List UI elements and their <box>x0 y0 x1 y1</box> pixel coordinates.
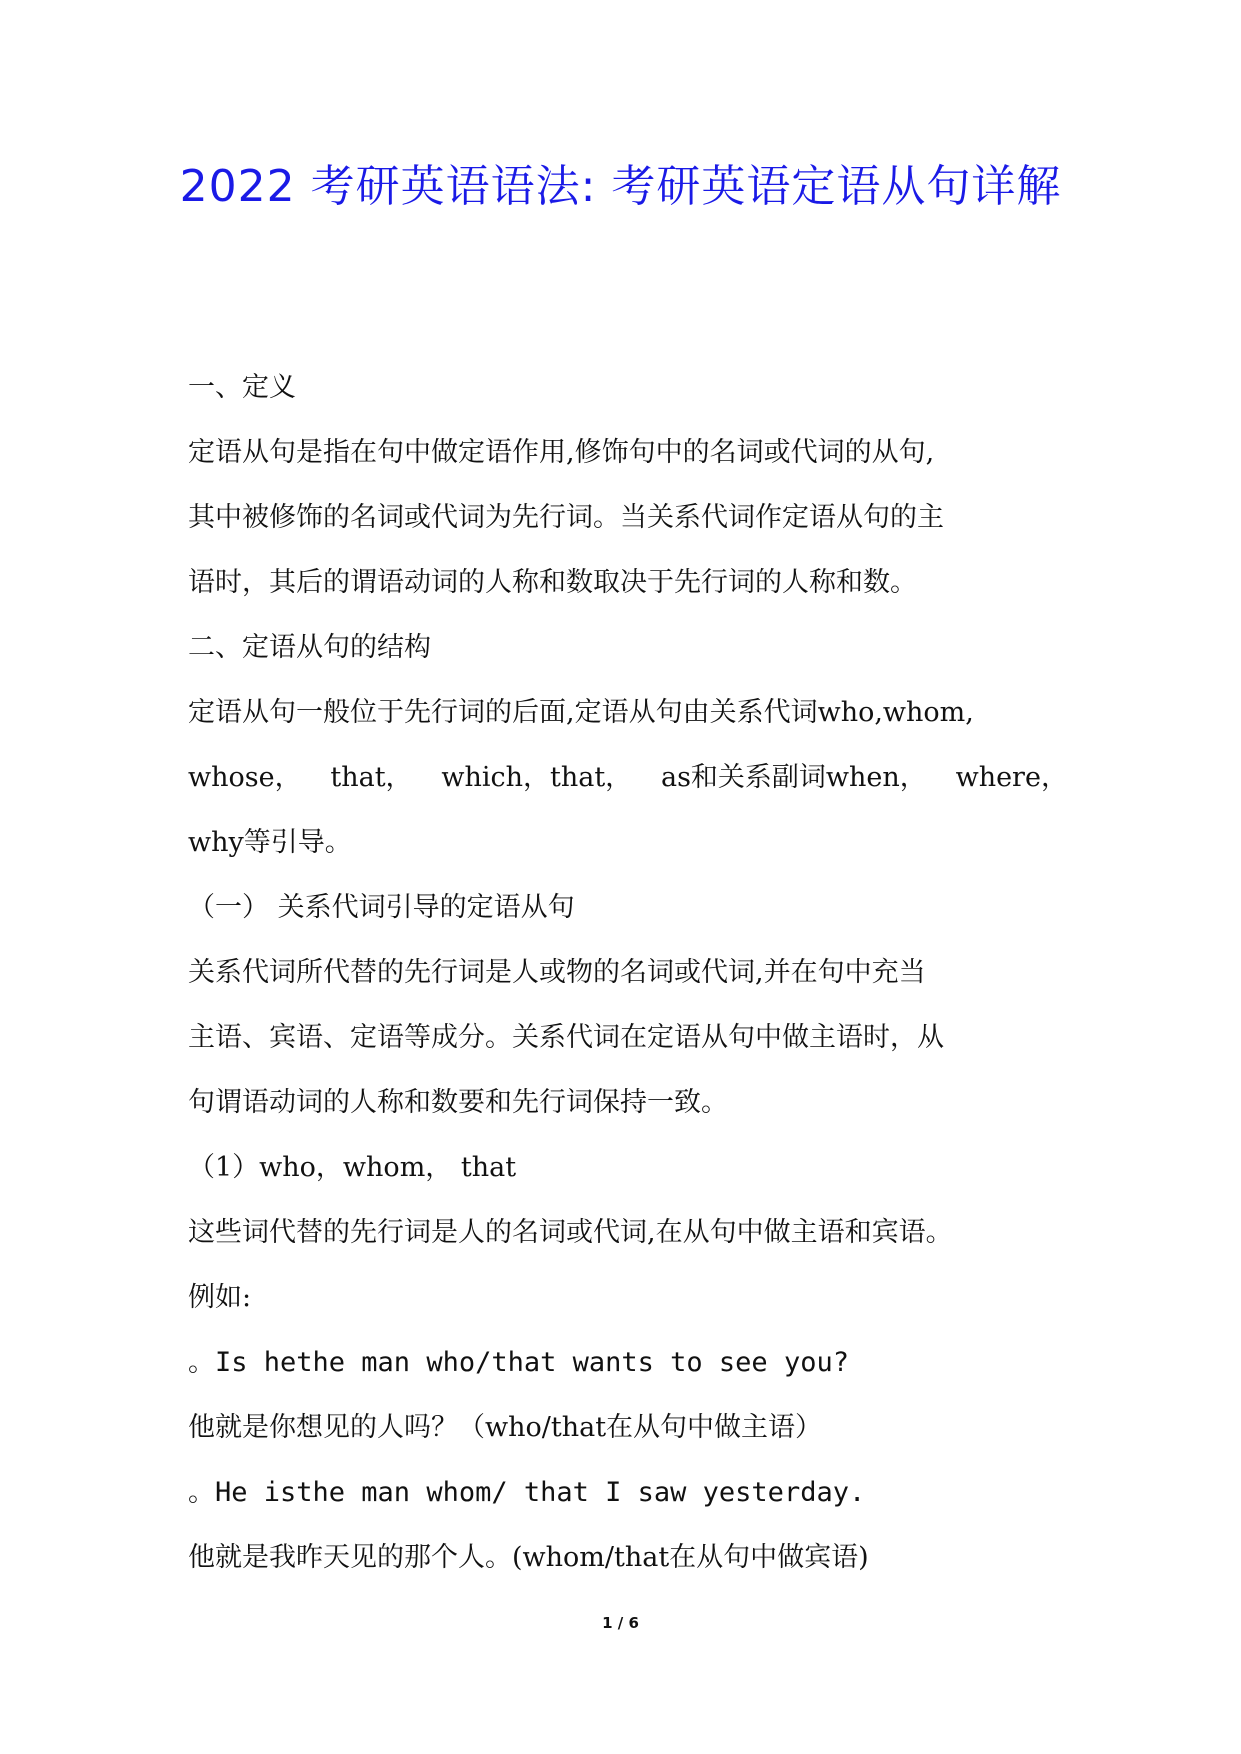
section-heading-definition: 一、定义 <box>188 372 296 403</box>
paragraph-line: 关系代词所代替的先行词是人或物的名词或代词,并在句中充当 <box>188 957 926 988</box>
word: whose， <box>188 762 302 793</box>
example-english: 。He isthe man whom/ that I saw yesterday. <box>188 1477 866 1508</box>
word: where， <box>955 762 1068 793</box>
paragraph-line: 这些词代替的先行词是人的名词或代词,在从句中做主语和宾语。 <box>188 1217 953 1248</box>
section-heading-structure: 二、定语从句的结构 <box>188 632 431 663</box>
example-translation: 他就是你想见的人吗？（who/that在从句中做主语） <box>188 1412 823 1443</box>
page-number: 1 / 6 <box>602 1614 639 1632</box>
paragraph-line: 定语从句一般位于先行词的后面,定语从句由关系代词who,whom, <box>188 697 974 728</box>
paragraph-line: 定语从句是指在句中做定语作用,修饰句中的名词或代词的从句, <box>188 437 935 468</box>
paragraph-line: 例如: <box>188 1282 252 1313</box>
item-heading: （1）who，whom， that <box>188 1152 517 1183</box>
paragraph-line: 主语、宾语、定语等成分。关系代词在定语从句中做主语时，从 <box>188 1022 944 1053</box>
word: as和关系副词when， <box>660 762 927 793</box>
paragraph-line: 语时，其后的谓语动词的人称和数取决于先行词的人称和数。 <box>188 567 917 598</box>
example-english: 。Is hethe man who/that wants to see you? <box>188 1347 849 1378</box>
document-title: 2022 考研英语语法: 考研英语定语从句详解 <box>179 161 1062 212</box>
paragraph-line: 其中被修饰的名词或代词为先行词。当关系代词作定语从句的主 <box>188 502 944 533</box>
example-translation: 他就是我昨天见的那个人。(whom/that在从句中做宾语) <box>188 1542 869 1573</box>
subsection-heading: （一） 关系代词引导的定语从句 <box>188 892 575 923</box>
paragraph-line-justified <box>188 745 1068 810</box>
paragraph-line: 句谓语动词的人称和数要和先行词保持一致。 <box>188 1087 728 1118</box>
word: which，that， <box>441 762 633 793</box>
document-body <box>188 355 1068 1590</box>
paragraph-line: why等引导。 <box>188 827 352 858</box>
word: that， <box>330 762 413 793</box>
